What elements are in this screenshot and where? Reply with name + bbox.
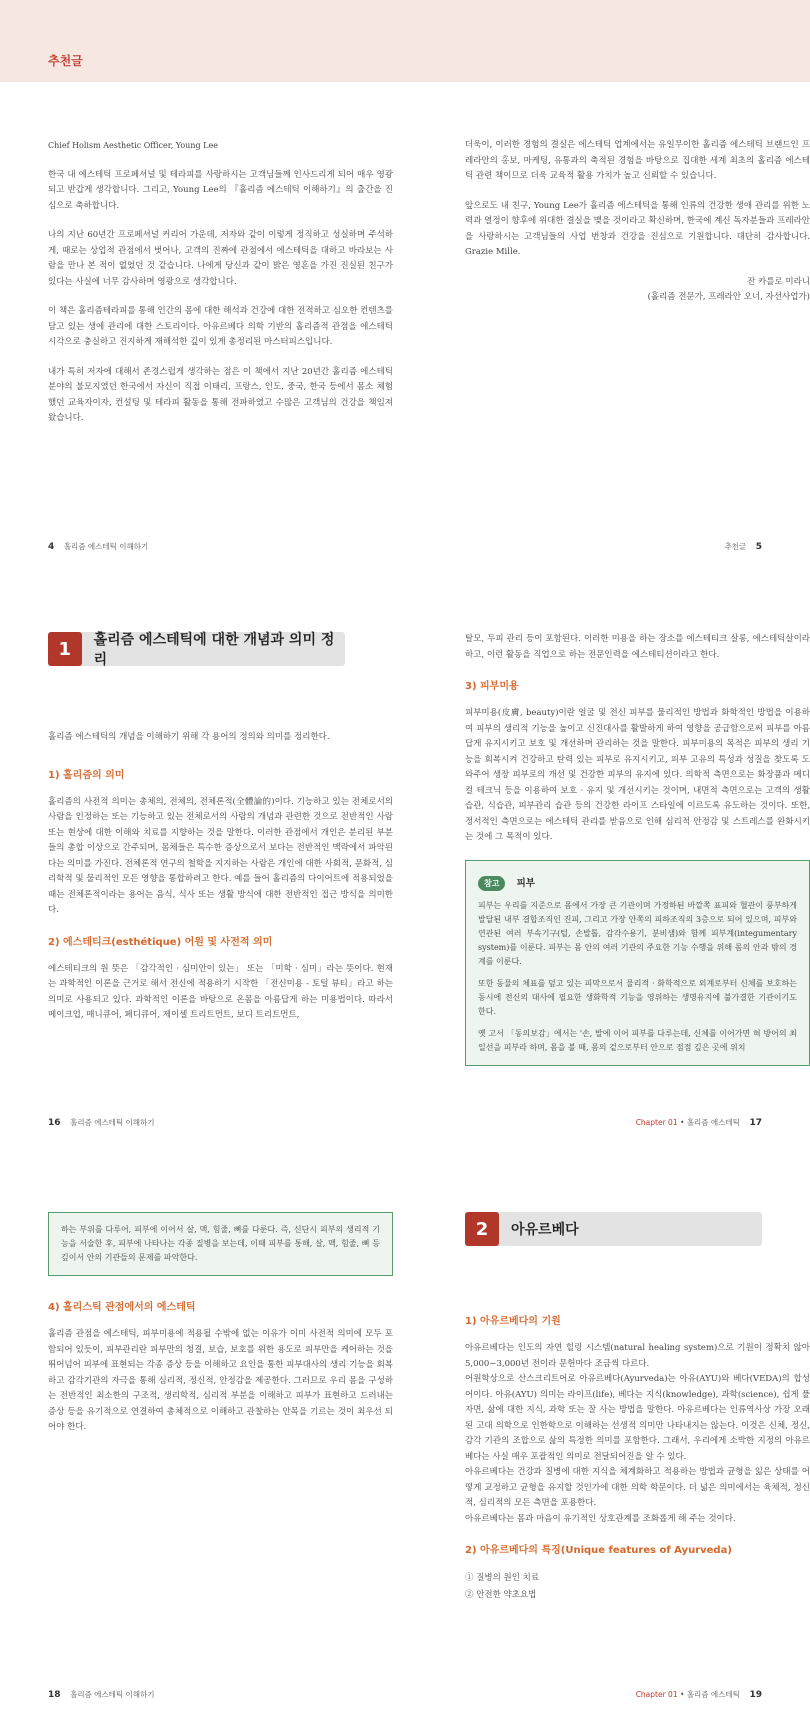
- paragraph: 앞으로도 내 친구, Young Lee가 홀리즘 에스테틱을 통해 인류의 건강한 생애 관리를 위한 노력과 열정이 향후에 위대한 결실을 맺을 것이라고 확신하며, 한국에 계신 독자분들과 프레라안을 사랑하시는 고객님들의 사업 번창과 건강을 진심으로 기원합니다. 대단히 감사합니다. Grazie Mille.: [465, 200, 810, 257]
- page-footer: [48, 541, 148, 552]
- note-text: 하는 부위를 다루어, 피부에 이어서 살, 맥, 힘줄, 뼈를 다룬다. 즉, 신단시 피부의 생리적 기능을 서술한 후, 피부에 나타나는 각종 질병을 보는데, 이때 피부를 통해, 살, 맥, 힘줄, 뼈 등 깊이서 안의 기관들의 문제를 파악한다.: [61, 1225, 380, 1262]
- chapter-label: Chapter 01: [635, 1690, 678, 1699]
- page-number: 5: [755, 542, 762, 552]
- paragraph: 더욱이, 이러한 경험의 결실은 에스테틱 업계에서는 유일무이한 홀리즘 에스테틱 브랜드인 프레라안의 홍보, 마케팅, 유통과의 축적된 경험을 바탕으로 집대한 세계 최초의 홀리즘 에스테틱 관련 책이므로 더욱 교육적 활용 가치가 높고 신뢰할 수 있습니다.: [465, 140, 810, 181]
- page-19: [465, 1212, 810, 1604]
- chapter-number-badge: 2: [465, 1212, 499, 1246]
- intro-text: 홀리즘 에스테틱의 개념을 이해하기 위해 각 용어의 정의와 의미를 정리한다.: [48, 732, 330, 742]
- page-footer: [48, 1689, 155, 1700]
- section-heading: 2) 아유르베다의 특징(Unique features of Ayurveda): [465, 1545, 732, 1556]
- paragraph: 아유르베다는 인도의 자연 힐링 시스템(natural healing system)으로 기원이 정확치 않아 5,000~3,000년 전이라 문헌마다 조금씩 다르다.: [465, 1343, 810, 1369]
- page-number: 17: [749, 1118, 762, 1128]
- reference-note-box: [465, 860, 810, 1066]
- chapter-title: 홀리즘 에스테틱에 대한 개념과 의미 정리: [93, 632, 335, 668]
- section-heading: 2) 에스테티크(esthétique) 어원 및 사전적 의미: [48, 936, 273, 948]
- paragraph: 탈모, 두피 관리 등이 포함된다. 이러한 미용을 하는 장소를 에스테티크 살롱, 에스테틱살이라 하고, 이런 활동을 직업으로 하는 전문인력을 에스테티션이라고 한다.: [465, 634, 810, 660]
- author-line: Chief Holism Aesthetic Officer, Young Lee: [48, 141, 218, 150]
- list-item: ① 질병의 원인 치료: [465, 1573, 540, 1583]
- page-footer: Chapter 01 • 홀리즘 에스테틱 17: [635, 1118, 762, 1128]
- paragraph: 아유르베다는 건강과 질병에 대한 지식을 체계화하고 적용하는 방법과 균형을 잃은 상태를 어떻게 교정하고 균형을 유지할 것인가에 대한 의학 학문이다. 더 넓은 의미에서는 육체적, 정신적, 심리적의 모든 측면을 포용한다.: [465, 1467, 810, 1508]
- chapter-heading: [48, 632, 345, 666]
- note-title: 피부: [516, 877, 535, 889]
- section-name: 홀리즘 에스테틱: [686, 1118, 740, 1127]
- note-text: 피부는 우리를 지준으로 몸에서 가장 큰 기관이며 가정하된 바깥쪽 표피와 혈관이 풍부하게 발달된 내부 결합조직인 진피, 그리고 가장 안쪽의 피하조직의 3층으로 되어 있으며, 피부와 연관된 여러 부속기구(털, 손발톱, 감각수용기, 분비샘)와 함께 피부계(integumentary system)를 이룬다. 피부는 몸 안의 여러 기관의 주요한 기능 수행을 위해 몸의 안과 밖의 경계를 이룬다.: [478, 900, 797, 966]
- page-number: 4: [48, 542, 55, 552]
- section-text: 에스테티크의 원 뜻은 「감각적인 · 심미안이 있는」 또는 「미학 · 심미」라는 뜻이다. 현재는 과학적인 이론을 근거로 해서 전신에 적용하기 시작한 「전신미용 - 토털 뷰티」라고 하는 의미로 사용되고 있다. 과학적인 이론을 바탕으로 온몸을 아름답게 하는 미용법이다. 따라서 메이크업, 매니큐어, 페디큐어, 제이셀 트리트먼트, 보디 트리트먼트,: [48, 963, 393, 1020]
- signature-title: (홀리즘 전문가, 프레라안 오너, 자선사업가): [647, 292, 810, 302]
- section-text: 피부미용(皮膚, beauty)이란 얼굴 및 전신 피부를 물리적인 방법과 화학적인 방법을 이용하여 피부의 생리적 기능을 높이고 신진대사를 활발하게 하여 영향을 공급함으로써 피부를 아름답게 유지시키고 보호 및 개선하며 관리하는 것을 말한다. 피부미용의 목적은 피부의 생리 기능을 회복시켜 건강하고 탄력 있는 피부로 유지시키고, 피부 고유의 특성과 성질을 찾도록 도와주어 생장 피부로의 개선 및 건강한 피부의 유지에 있다. 의학적 측면으로는 화장품과 메디컬 테크닉 등을 이용하여 보호 · 유지 및 개선시키는 것이며, 내면적 측면으로는 고객의 생활 습관, 식습관, 피부관리 습관 등의 건강한 라이프 스타일에 이르도록 유도하는 것이다. 또한, 정서적인 측면으로는 에스테틱 관리를 받음으로 인해 심리적 안정감 및 스트레스를 완화시키는 것에 그 목적이 있다.: [465, 708, 810, 842]
- chapter-title: 아유르베다: [511, 1222, 579, 1238]
- section-text: 홀리즘의 사전적 의미는 총체의, 전체의, 전체론적(全體論的)이다. 기능하고 있는 전체로서의 사람을 인정하는 또는 기능하고 있는 전체로서의 사람의 개념과 관련한 것으로 전반적인 사람 또는 현상에 대한 이해와 치료를 지향하는 것을 말한다. 이러한 관점에서 개인은 분리된 부분들의 총합 이상으로 간주되며, 몸체들은 특수한 증상으로서 보다는 전반적인 맥락에서 파악된다는 의미를 가진다. 전체론적 연구의 철학을 지지하는 사람은 개인에 대한 사회적, 문화적, 심리학적 및 물리적인 모든 영향을 통합하려고 한다. 예를 들어 홀리즘의 다이어트에 적용되었을 때는 전체론적이라는 용어는 음식, 식사 또는 생활 방식에 대한 전반적인 접근 방식을 의미한다.: [48, 796, 393, 915]
- page-number: 19: [749, 1690, 762, 1700]
- reference-note-continued: [48, 1212, 393, 1276]
- section-label: 추천글: [48, 54, 83, 68]
- paragraph: 나의 지난 60년간 프로페셔널 커리어 가운데, 저자와 같이 이렇게 정직하고 성실하며 주석하게, 때로는 상업적 관점에서 벗어나, 고객의 진짜에 관점에서 에스테틱을 대하고 바라보는 사람을 만나 본 적이 없었던 것 같습니다. 나에게 당신과 같이 밝은 영혼을 가진 진실된 친구가 있다는 사실에 너무 감사하며 영광으로 생각합니다.: [48, 230, 393, 287]
- section-heading: 4) 홀리스틱 관점에서의 에스테틱: [48, 1302, 196, 1313]
- paragraph: 한국 내 에스테틱 프로페셔널 및 테라피를 사랑하시는 고객님들께 인사드리게 되어 매우 영광되고 반갑게 생각합니다. 그리고, Young Lee의 『홀리즘 에스테틱 이해하기』의 출간을 진심으로 축하합니다.: [48, 169, 393, 211]
- paragraph: 아유르베다는 몸과 마음이 유기적인 상호관계를 조화롭게 해 주는 것이다.: [465, 1513, 736, 1524]
- page-4: [48, 138, 393, 441]
- page-5: [465, 138, 810, 306]
- page-16: [48, 632, 393, 1038]
- section-name: 홀리즘 에스테틱: [686, 1690, 740, 1699]
- section-heading: 1) 홀리즘의 의미: [48, 769, 125, 781]
- page-footer: [48, 1117, 155, 1128]
- paragraph: 이 책은 홀리즘테라피를 통해 인간의 몸에 대한 해석과 건강에 대한 전적하고 심오한 컨텐츠를 담고 있는 생에 관리에 대한 스토리이다. 아유르베다 의학 기반의 홀리즘적 관점을 에스테틱 시각으로 충실하고 진지하게 재해석한 깊이 있게 총정리된 마스터피스입니다.: [48, 306, 393, 347]
- chapter-number-badge: 1: [48, 632, 82, 666]
- page-18: [48, 1212, 393, 1450]
- book-title: 홀리즘 에스테틱 이해하기: [70, 1690, 155, 1699]
- list-item: ② 안전한 약초요법: [465, 1590, 537, 1600]
- book-title: 홀리즘 에스테틱 이해하기: [70, 1118, 155, 1127]
- page-footer: [724, 541, 762, 552]
- note-text: 또한 동물의 체표를 덮고 있는 피막으로서 물리적 · 화학적으로 외계로부터 신체를 보호하는 동시에 전신의 대사에 필요한 생화학적 기능을 영위하는 생명유지에 불가결한 기관이기도 한다.: [478, 978, 797, 1016]
- page-number: 18: [48, 1690, 61, 1700]
- book-title: 홀리즘 에스테틱 이해하기: [63, 542, 149, 551]
- page-number: 16: [48, 1118, 61, 1128]
- section-name: 추천글: [724, 542, 747, 551]
- paragraph: 내가 특히 저자에 대해서 존경스럽게 생각하는 점은 이 책에서 지난 20년간 홀리즘 에스테틱 분야의 불모지였던 한국에서 자신이 직접 이태리, 프랑스, 인도, 중국, 한국 등에서 몸소 체험했던 교육자이자, 컨설팅 및 테라피 활동을 통해 전파하였고 수많은 고객님의 건강을 책임져 왔습니다.: [48, 366, 393, 423]
- section-header-bar: [0, 0, 810, 82]
- paragraph: 어원학상으로 산스크리트어로 아유르베다(Ayurveda)는 아유(AYU)와 베다(VEDA)의 합성어이다. 아유(AYU) 의미는 라이프(life), 베다는 지식(knowledge), 과학(science), 쉽게 풀자면, 삶에 대한 지식, 과학 또는 잘 사는 방법을 말한다. 아유르베다는 인류역사상 가장 오래된 고대 의학으로 인한학으로 이해하는 선생적 의미만 나타내지는 않는다. 이것은 신체, 정신, 감각 기관의 조합으로 삶의 특정한 의미를 포함한다. 그래서, 우리에게 소박한 지정의 아유르베다는 사실 매우 포괄적인 의미로 전달되어진을 알 수 있다.: [465, 1374, 810, 1462]
- section-text: 홀리즘 관점을 에스테틱, 피부미용에 적용될 수밖에 없는 이유가 이미 사전적 의미에 모두 포함되어 있듯이, 피부관리란 피부만의 청결, 보습, 보호를 위한 용도로 피부만을 케어하는 것을 뛰어넘어 피부에 표현되는 각종 증상 등을 이해하고 요인을 통한 피부대사의 생리 기능을 회복하고 감각기관의 자극을 통해 심리적, 정신적, 안정감을 제공한다. 그러므로 우리 몸을 구성하는 전반적인 최소한의 구조적, 생리학적, 심리적 부분을 이해하고 피부가 표현하고 드러내는 증상 등을 유기적으로 연결하여 총체적으로 이해하고 관찰하는 안목을 기르는 것이 최우선 되어야 한다.: [48, 1329, 393, 1432]
- signature-name: 잔 카를로 미라니: [747, 276, 810, 287]
- section-heading: 3) 피부미용: [465, 681, 519, 692]
- chapter-label: Chapter 01: [635, 1118, 678, 1127]
- section-heading: 1) 아유르베다의 기원: [465, 1316, 561, 1327]
- note-tag: 참고: [478, 876, 505, 891]
- page-footer: Chapter 01 • 홀리즘 에스테틱 19: [635, 1690, 762, 1700]
- note-text: 옛 고서 「동의보감」에서는 '손, 발에 이어 피부를 다루는데, 신체를 이어가면 혀 방어의 최일선을 피부라 하며, 몸을 볼 때, 몸의 겉으로부터 안으로 점점 깊은 곳에 위치: [478, 1028, 797, 1052]
- chapter-heading: [465, 1212, 762, 1246]
- page-17: [465, 632, 810, 1066]
